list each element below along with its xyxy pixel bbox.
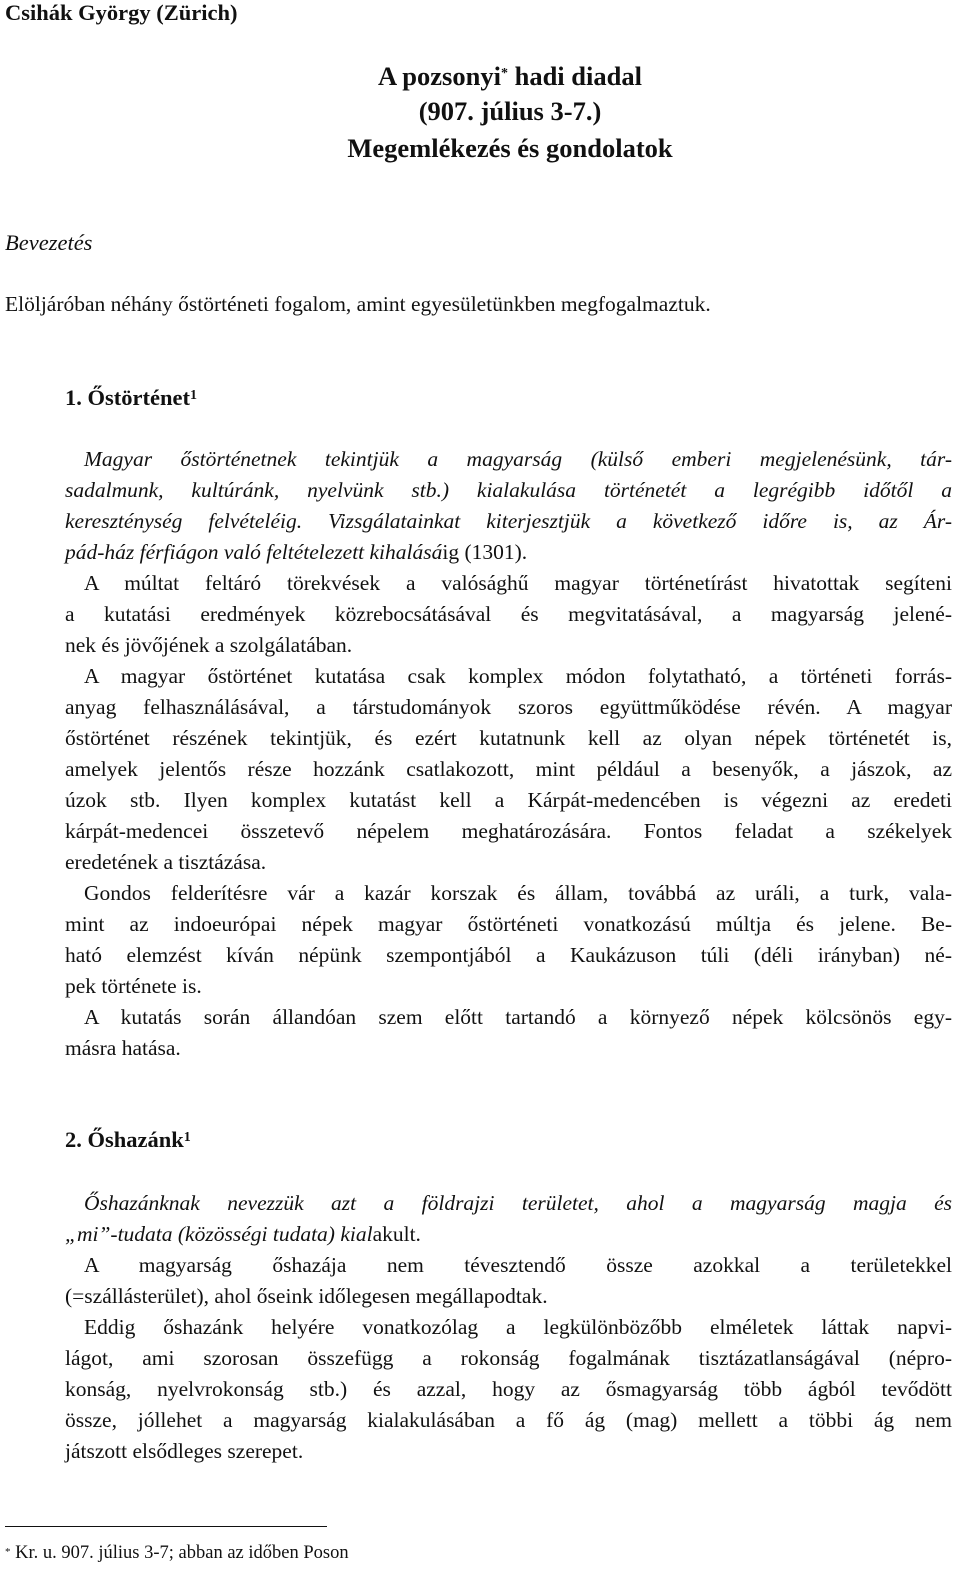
text-line: konság, nyelvrokonság stb.) és azzal, hogy az ősmagyarság több ágból tevődött bbox=[65, 1377, 952, 1401]
text-line: nek és jövőjének a szolgálatában. bbox=[65, 633, 353, 657]
text-line: Őshazánknak nevezzük azt a földrajzi területet, ahol a magyarság magja és bbox=[84, 1191, 952, 1215]
text-line: sadalmunk, kultúránk, nyelvünk stb.) kialakulása történetét a legrégibb időtől a bbox=[65, 478, 952, 502]
footnote: * Kr. u. 907. július 3-7; abban az időben Poson bbox=[5, 1543, 349, 1563]
intro-paragraph: Elöljáróban néhány őstörténeti fogalom, amint egyesületünkben megfogalmaztuk. bbox=[5, 292, 711, 316]
text-line: ható elemzést kíván népünk szempontjából a Kaukázuson túli (déli irányban) né- bbox=[65, 943, 952, 967]
intro-heading: Bevezetés bbox=[5, 230, 93, 255]
text-line: (=szállásterület), ahol őseink időlegesen megállapodtak. bbox=[65, 1284, 548, 1308]
title-line-3: Megemlékezés és gondolatok bbox=[347, 133, 673, 163]
text-line: anyag felhasználásával, a társtudományok szoros együttműködése révén. A magyar bbox=[65, 695, 952, 719]
footnote-separator bbox=[5, 1526, 327, 1527]
text-line: össze, jóllehet a magyarság kialakulásában a fő ág (mag) mellett a többi ág nem bbox=[65, 1408, 952, 1432]
text-line: Eddig őshazánk helyére vonatkozólag a legkülönbözőbb elméletek láttak napvi- bbox=[84, 1315, 952, 1339]
title-footnote-mark: * bbox=[500, 66, 508, 81]
text-line: A kutatás során állandóan szem előtt tartandó a környező népek kölcsönös egy- bbox=[84, 1005, 952, 1029]
footnote-mark: * bbox=[5, 1546, 11, 1558]
section-2-heading: 2. Őshazánk$^1$ bbox=[65, 1127, 191, 1152]
text-line: eredetének a tisztázása. bbox=[65, 850, 267, 874]
text-line: őstörténet részének tekintjük, és ezért kutatnunk kell az olyan népek történetét is, bbox=[65, 726, 952, 750]
title-line-1: A pozsonyi* hadi diadal bbox=[377, 61, 642, 91]
text-line: Gondos felderítésre vár a kazár korszak és állam, továbbá az uráli, a turk, vala- bbox=[84, 881, 952, 905]
text-line: „mi”-tudata (közösségi tudata) kialakult. bbox=[65, 1222, 421, 1246]
section-1-heading: 1. Őstörténet$^1$ bbox=[65, 385, 197, 410]
section-2-body bbox=[65, 1188, 952, 1467]
text-line: másra hatása. bbox=[65, 1036, 181, 1060]
text-line: A magyar őstörténet kutatása csak komplex módon folytatható, a történeti forrás- bbox=[84, 664, 952, 688]
text-line: kereszténység felvételéig. Vizsgálatainkat kiterjesztjük a következő időre is, az Ár- bbox=[65, 509, 952, 533]
text-line: a kutatási eredmények közrebocsátásával és megvitatásával, a magyarság jelené- bbox=[65, 602, 952, 626]
title-line-2: (907. július 3-7.) bbox=[418, 96, 602, 126]
text-line: A múltat feltáró törekvések a valósághű magyar történetírást hivatottak segíteni bbox=[84, 571, 952, 595]
text-line: kárpát-medencei összetevő népelem meghatározására. Fontos feladat a székelyek bbox=[65, 819, 952, 843]
section-1-footnote-mark: 1 bbox=[189, 388, 197, 403]
text-line: A magyarság őshazája nem tévesztendő össze azokkal a területekkel bbox=[84, 1253, 952, 1277]
text-line: pád-ház férfiágon való feltételezett kihalásáig (1301). bbox=[65, 540, 528, 564]
section-1-body bbox=[65, 444, 952, 1064]
text-line: lágot, ami szorosan összefügg a rokonság fogalmának tisztázatlanságával (népro- bbox=[65, 1346, 952, 1370]
text-line: játszott elsődleges szerepet. bbox=[65, 1439, 304, 1463]
author-line: Csihák György (Zürich) bbox=[5, 0, 238, 25]
text-line: Magyar őstörténetnek tekintjük a magyarság (külső emberi megjelenésünk, tár- bbox=[84, 447, 952, 471]
text-line: mint az indoeurópai népek magyar őstörténeti vonatkozású múltja és jelene. Be- bbox=[65, 912, 952, 936]
text-line: úzok stb. Ilyen komplex kutatást kell a Kárpát-medencében is végezni az eredeti bbox=[65, 788, 952, 812]
text-line: amelyek jelentős része hozzánk csatlakozott, mint például a besenyők, a jászok, az bbox=[65, 757, 952, 781]
section-2-footnote-mark: 1 bbox=[183, 1130, 191, 1145]
text-line: pek története is. bbox=[65, 974, 202, 998]
